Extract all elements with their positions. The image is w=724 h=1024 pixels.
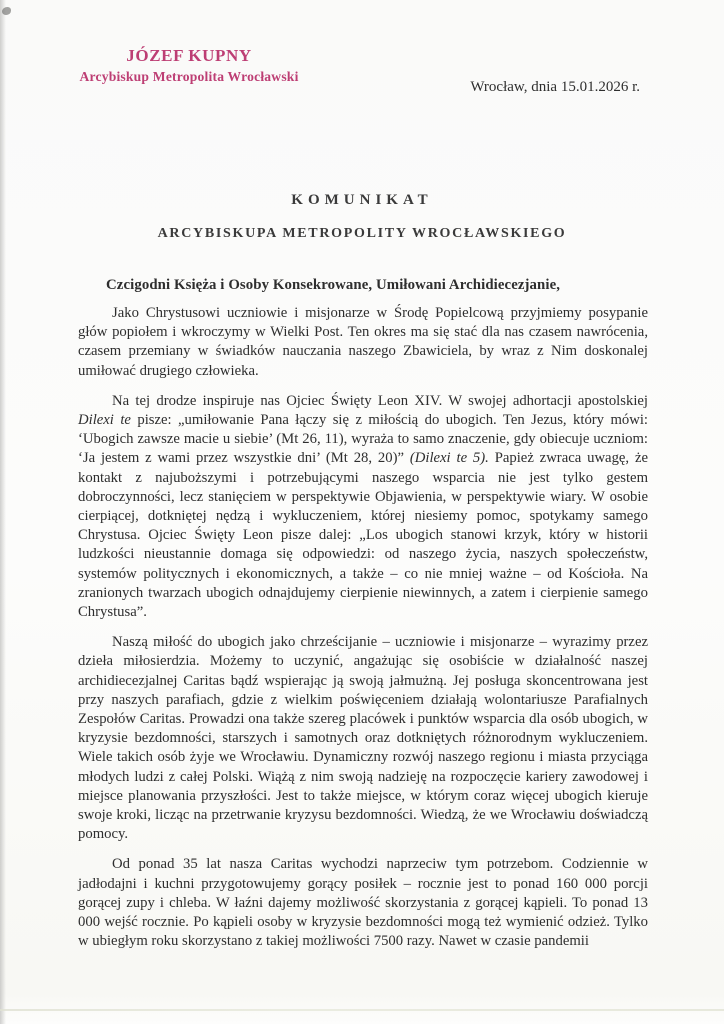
text-run: Na tej drodze inspiruje nas Ojciec Święty Leon XIV. W swojej adhortacji apostolskiej [112,392,648,409]
document-title: KOMUNIKAT [291,192,433,208]
paragraphs-container [78,304,648,952]
letterhead [70,46,308,85]
sender-name: JÓZEF KUPNY [126,46,252,65]
salutation: Czcigodni Księża i Osoby Konsekrowane, Umiłowani Archidiecezjanie, [106,277,561,293]
text-run: Jako Chrystusowi uczniowie i misjonarze w Środę Popielcową przyjmiemy posypanie głów popiołem i wkroczymy w Wielki Post. Ten okres ma się stać dla nas czasem nawrócenia, czasem przemiany w świadków nauczania naszego Zbawiciela, by wraz z Nim doskonalej umiłować drugiego człowieka. [78,305,648,379]
italic-text-run: Dilexi te [78,412,131,429]
page-bottom-edge [0,1009,724,1011]
paragraph [78,855,648,951]
letter-body [78,277,648,963]
place-date-line: Wrocław, dnia 15.01.2026 r. [470,79,640,95]
text-run: Od ponad 35 lat nasza Caritas wychodzi naprzeciw tym potrzebom. Codziennie w jadłodajni i kuchni przygotowujemy gorący posiłek – rocznie jest to ponad 160 000 porcji gorącej zupy i chleba. W łaźni dajemy możliwość skorzystania z gorącej kąpieli. To ponad 13 000 wejść rocznie. Po kąpieli osoby w kryzysie bezdomności mogą też wymienić odzież. Tylko w ubiegłym roku skorzystano z takiej możliwości 7500 razy. Nawet w czasie pandemii [78,856,648,950]
page-left-edge-shadow [0,0,6,1024]
text-run: Papież zwraca uwagę, że kontakt z najuboższymi i potrzebującymi naszego wsparcia nie jest tylko gestem dobroczynności, lecz stanięciem w perspektywie Objawienia, w perspektywie wiary. W osobie cierpiącej, dotkniętej nędzą i wykluczeniem, której niesiemy pomoc, spotykamy samego Chrystusa. Ojciec Święty Leon pisze dalej: „Los ubogich stanowi krzyk, który w historii ludzkości nieustannie domaga się odpowiedzi: od naszego życia, naszych społeczeństw, systemów politycznych i ekonomicznych, a także – co nie mniej ważne – od Kościoła. Na zranionych twarzach ubogich odnajdujemy cierpienie niewinnych, a zatem i cierpienie samego Chrystusa”. [78,450,648,621]
paragraph [78,392,648,622]
scan-artifact-speck [2,7,11,15]
document-heading [0,192,724,242]
text-run: pisze: „umiłowanie Pana łączy się z miłością do ubogich. Ten Jezus, który mówi: ‘Ubogich zawsze macie u siebie’ (Mt 26, 11), wyraża to samo znaczenie, gdy obiecuje uczniom: ‘Ja jestem z wami przez wszystkie dni’ (Mt 28, 20)” [78,412,648,467]
document-subtitle: ARCYBISKUPA METROPOLITY WROCŁAWSKIEGO [157,226,567,241]
paragraph [78,633,648,844]
paragraph [78,304,648,381]
italic-text-run: (Dilexi te 5). [409,450,489,467]
sender-title: Arcybiskup Metropolita Wrocławski [79,69,299,84]
text-run: Naszą miłość do ubogich jako chrześcijanie – uczniowie i misjonarze – wyrazimy przez dzieła miłosierdzia. Możemy to uczynić, angażując się osobiście w działalność naszej archidiecezjalnej Caritas bądź wspierając ją swoją jałmużną. Jej posługa skoncentrowana jest przy naszych parafiach, gdzie z wielkim poświęceniem działają wolontariusze Parafialnych Zespołów Caritas. Prowadzi ona także szereg placówek i punktów wsparcia dla osób ubogich, w kryzysie bezdomności, starszych i samotnych oraz dotkniętych różnorodnym wykluczeniem. Wiele takich osób żyje we Wrocławiu. Dynamiczny rozwój naszego regionu i miasta przyciąga młodych ludzi z całej Polski. Wiążą z nim swoją nadzieję na rozpoczęcie kariery zawodowej i miejsce planowania przyszłości. Jest to także miejsce, w którym coraz więcej ubogich kieruje swoje kroki, licząc na przetrwanie kryzysu bezdomności. Wiedzą, że we Wrocławiu doświadczą pomocy. [78,634,648,843]
